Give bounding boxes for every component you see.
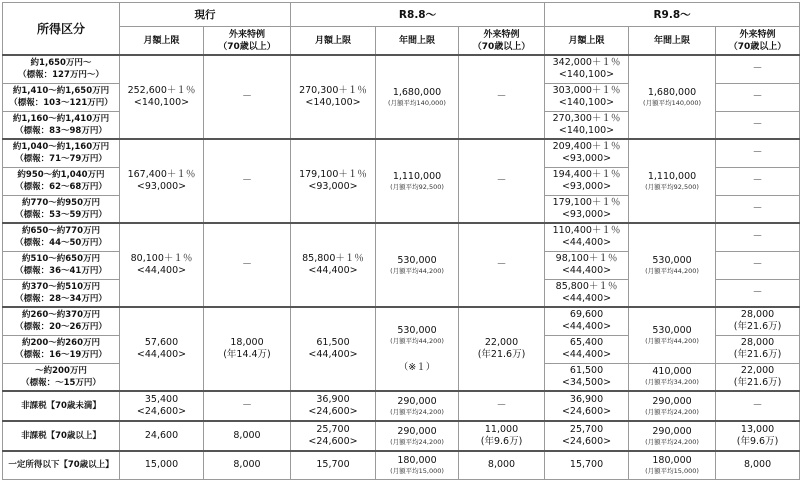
current-monthly-cell: 57,600 <44,400>	[120, 307, 204, 391]
r88-monthly-cell: 270,300＋１％ <140,100>	[291, 55, 376, 139]
r98-outpatient-cell: －	[716, 55, 800, 83]
r98-monthly-cell: 98,100＋１％ <44,400>	[545, 251, 629, 279]
income-category-cell: 約770～約950万円 （標報：53～59万円）	[3, 195, 120, 223]
r98-monthly-header: 月額上限	[545, 27, 629, 56]
r98-annual-cell: 290,000 (月額平均24,200)	[629, 421, 716, 451]
r88-annual-cell: 1,110,000 (月額平均92,500)	[376, 139, 459, 223]
note-mark: （※１）	[398, 361, 436, 373]
r88-monthly-header: 月額上限	[291, 27, 376, 56]
r98-monthly-cell: 65,400 <44,400>	[545, 335, 629, 363]
current-outpatient-cell: 8,000	[204, 451, 291, 479]
r98-monthly-cell: 209,400＋１％ <93,000>	[545, 139, 629, 167]
current-monthly-cell: 80,100＋１％ <44,400>	[120, 223, 204, 307]
table-row	[3, 451, 800, 479]
income-category-cell: 約510～約650万円 （標報：36～41万円）	[3, 251, 120, 279]
r98-annual-cell: 1,680,000 (月額平均140,000)	[629, 55, 716, 139]
r98-monthly-cell: 270,300＋１％ <140,100>	[545, 111, 629, 139]
table-row	[3, 421, 800, 451]
r98-monthly-cell: 15,700	[545, 451, 629, 479]
table-row	[3, 307, 800, 335]
r88-monthly-cell: 179,100＋１％ <93,000>	[291, 139, 376, 223]
income-category-header: 所得区分	[3, 3, 120, 56]
table-row	[3, 55, 800, 83]
r98-annual-cell: 530,000 (月額平均44,200)	[629, 223, 716, 307]
r88-outpatient-cell: －	[459, 139, 545, 223]
r88-monthly-cell: 15,700	[291, 451, 376, 479]
current-monthly-header: 月額上限	[120, 27, 204, 56]
r98-annual-cell: 1,110,000 (月額平均92,500)	[629, 139, 716, 223]
current-monthly-cell: 167,400＋１％ <93,000>	[120, 139, 204, 223]
r98-outpatient-header: 外来特例 （70歳以上）	[716, 27, 800, 56]
r98-outpatient-cell: 8,000	[716, 451, 800, 479]
r98-annual-cell: 180,000 (月額平均15,000)	[629, 451, 716, 479]
r98-annual-header: 年間上限	[629, 27, 716, 56]
r98-outpatient-cell: 28,000 (年21.6万)	[716, 307, 800, 335]
r98-monthly-cell: 61,500 <34,500>	[545, 363, 629, 391]
current-outpatient-cell: －	[204, 55, 291, 139]
current-monthly-cell: 24,600	[120, 421, 204, 451]
r98-annual-cell: 290,000 (月額平均24,200)	[629, 391, 716, 421]
current-outpatient-cell: －	[204, 139, 291, 223]
r98-monthly-cell: 110,400＋１％ <44,400>	[545, 223, 629, 251]
r98-monthly-cell: 179,100＋１％ <93,000>	[545, 195, 629, 223]
r98-outpatient-cell: 13,000 (年9.6万)	[716, 421, 800, 451]
table-row	[3, 391, 800, 421]
income-category-cell: 約1,650万円～ （標報：127万円～）	[3, 55, 120, 83]
r98-outpatient-cell: －	[716, 391, 800, 421]
current-outpatient-cell: 18,000 (年14.4万)	[204, 307, 291, 391]
r98-monthly-cell: 25,700 <24,600>	[545, 421, 629, 451]
r88-outpatient-cell: 11,000 (年9.6万)	[459, 421, 545, 451]
income-category-cell: 約1,160～約1,410万円 （標報：83～98万円）	[3, 111, 120, 139]
r98-monthly-cell: 194,400＋１％ <93,000>	[545, 167, 629, 195]
r88-annual-cell: 290,000 (月額平均24,200)	[376, 421, 459, 451]
r88-monthly-cell: 36,900 <24,600>	[291, 391, 376, 421]
header-row-columns	[3, 27, 800, 56]
r88-monthly-cell: 61,500 <44,400>	[291, 307, 376, 391]
r98-annual-cell: 410,000 (月額平均34,200)	[629, 363, 716, 391]
current-monthly-cell: 15,000	[120, 451, 204, 479]
r98-annual-cell: 530,000 (月額平均44,200)	[629, 307, 716, 363]
income-category-cell: 約260～約370万円 （標報：20～26万円）	[3, 307, 120, 335]
income-category-cell: ～約200万円 （標報：～15万円）	[3, 363, 120, 391]
table-row	[3, 223, 800, 251]
r88-outpatient-cell: －	[459, 55, 545, 139]
r98-outpatient-cell: －	[716, 139, 800, 167]
high-cost-medical-expense-table	[2, 2, 800, 480]
r88-outpatient-cell: 22,000 (年21.6万)	[459, 307, 545, 391]
r98-monthly-cell: 36,900 <24,600>	[545, 391, 629, 421]
r98-outpatient-cell: 22,000 (年21.6万)	[716, 363, 800, 391]
current-outpatient-header: 外来特例 （70歳以上）	[204, 27, 291, 56]
r98-outpatient-cell: －	[716, 251, 800, 279]
r88-annual-cell: 530,000 (月額平均44,200)	[376, 223, 459, 307]
r88-monthly-cell: 85,800＋１％ <44,400>	[291, 223, 376, 307]
r88-annual-cell: 1,680,000 (月額平均140,000)	[376, 55, 459, 139]
r88-annual-cell: 180,000 (月額平均15,000)	[376, 451, 459, 479]
current-monthly-cell: 35,400 <24,600>	[120, 391, 204, 421]
r88-header: R8.8～	[291, 3, 545, 27]
r98-outpatient-cell: 28,000 (年21.6万)	[716, 335, 800, 363]
r98-outpatient-cell: －	[716, 167, 800, 195]
r88-annual-cell: 290,000 (月額平均24,200)	[376, 391, 459, 421]
r98-outpatient-cell: －	[716, 111, 800, 139]
income-category-cell: 約1,410～約1,650万円 （標報：103～121万円）	[3, 83, 120, 111]
current-outpatient-cell: －	[204, 391, 291, 421]
income-category-cell: 非課税【70歳未満】	[3, 391, 120, 421]
r88-annual-cell: 530,000 (月額平均44,200) （※１）	[376, 307, 459, 391]
current-monthly-cell: 252,600＋１％ <140,100>	[120, 55, 204, 139]
r98-header: R9.8～	[545, 3, 800, 27]
r88-annual-header: 年間上限	[376, 27, 459, 56]
r98-outpatient-cell: －	[716, 279, 800, 307]
r98-monthly-cell: 303,000＋１％ <140,100>	[545, 83, 629, 111]
r98-outpatient-cell: －	[716, 83, 800, 111]
header-row-group	[3, 3, 800, 27]
income-category-cell: 約200～約260万円 （標報：16～19万円）	[3, 335, 120, 363]
r98-outpatient-cell: －	[716, 195, 800, 223]
income-category-cell: 約950～約1,040万円 （標報：62～68万円）	[3, 167, 120, 195]
table-row	[3, 139, 800, 167]
current-outpatient-cell: －	[204, 223, 291, 307]
income-category-cell: 非課税【70歳以上】	[3, 421, 120, 451]
income-category-cell: 約1,040～約1,160万円 （標報：71～79万円）	[3, 139, 120, 167]
income-category-cell: 一定所得以下【70歳以上】	[3, 451, 120, 479]
r88-outpatient-cell: －	[459, 391, 545, 421]
r98-outpatient-cell: －	[716, 223, 800, 251]
r98-monthly-cell: 69,600 <44,400>	[545, 307, 629, 335]
r88-outpatient-header: 外来特例 （70歳以上）	[459, 27, 545, 56]
r88-monthly-cell: 25,700 <24,600>	[291, 421, 376, 451]
income-category-cell: 約650～約770万円 （標報：44～50万円）	[3, 223, 120, 251]
r88-outpatient-cell: －	[459, 223, 545, 307]
r98-monthly-cell: 85,800＋１％ <44,400>	[545, 279, 629, 307]
current-header: 現行	[120, 3, 291, 27]
r88-outpatient-cell: 8,000	[459, 451, 545, 479]
r98-monthly-cell: 342,000＋１％ <140,100>	[545, 55, 629, 83]
income-category-cell: 約370～約510万円 （標報：28～34万円）	[3, 279, 120, 307]
current-outpatient-cell: 8,000	[204, 421, 291, 451]
